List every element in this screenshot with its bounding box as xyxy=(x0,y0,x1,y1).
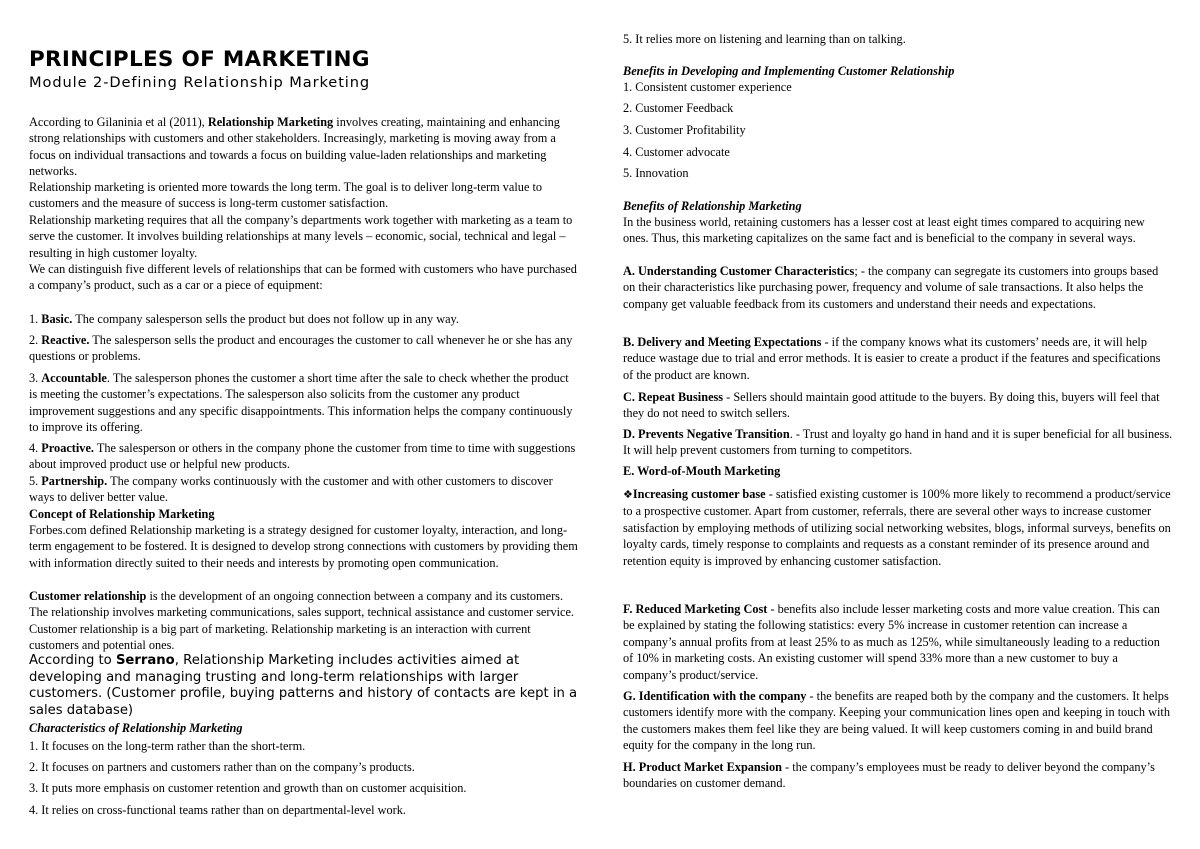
level-item: 4. Proactive. The salesperson or others in the company phone the customer from time to time with suggestions about improved product use or helpful new products. xyxy=(29,441,576,472)
benefits-heading: Benefits of Relationship Marketing xyxy=(623,199,802,213)
benefit-d: D. Prevents Negative Transition. - Trust and loyalty go hand in hand and it is super beneficial for all business. It will help prevent customers from turning to competitors. xyxy=(623,427,1173,458)
diamond-bullet-icon: ❖ xyxy=(623,488,633,501)
benefit-dev-item: 5. Innovation xyxy=(623,166,689,180)
benefits-intro-paragraph: In the business world, retaining customers has a lesser cost at least eight times compared to acquiring new ones. Thus, this marketing capitalizes on the same fact and is beneficial to the company in several ways. xyxy=(623,215,1145,246)
module-subtitle: Module 2-Defining Relationship Marketing xyxy=(29,74,371,91)
level-item: 3. Accountable. The salesperson phones the customer a short time after the sale to check whether the product is meeting the customer’s expectations. The salesperson also solicits from the customer any product improvement suggestions and any specific disappointments. This information helps the company continuously to improve its offering. xyxy=(29,371,573,435)
intro-paragraph: According to Gilaninia et al (2011), Relationship Marketing involves creating, maintaining and enhancing strong relationships with customers and other stakeholders. Increasingly, marketing is moving away from a focus on individual transactions and towards a focus on building value-laden relationships and marketing networks. xyxy=(29,115,560,179)
serrano-paragraph: According to Serrano, Relationship Marketing includes activities aimed at developing and managing trusting and long-term relationships with larger customers. (Customer profile, buying patterns and history of contacts are kept in a sales database) xyxy=(29,653,578,718)
benefit-f: F. Reduced Marketing Cost - benefits also include lesser marketing costs and more value creation. This can be explained by stating the following statistics: every 5% increase in customer retention can increase a company’s annual profits from at least 25% to as much as 125%, while simultaneously leading to a reduction of 10% in marketing costs. An existing customer will spend 33% more than a new customer to buy a company’s product/service. xyxy=(623,602,1160,682)
benefit-dev-item: 2. Customer Feedback xyxy=(623,101,734,115)
benefit-b: B. Delivery and Meeting Expectations - if the company knows what its customers’ needs are, it will help reduce wastage due to trial and error methods. It is easier to create a product if the features and specifications of the product are known. xyxy=(623,335,1161,382)
benefit-a: A. Understanding Customer Characteristics; - the company can segregate its customers into groups based on their characteristics like purchasing power, frequency and volume of sale transactions. It also helps the company get valuable feedback from its customers and understand their needs and expectations. xyxy=(623,264,1159,311)
level-item: 2. Reactive. The salesperson sells the product and encourages the customer to call whenever he or she has any questions or problems. xyxy=(29,333,573,364)
characteristic-item: 4. It relies on cross-functional teams rather than on departmental-level work. xyxy=(29,803,406,817)
benefits-developing-heading: Benefits in Developing and Implementing Customer Relationship xyxy=(623,64,955,78)
page-title: PRINCIPLES OF MARKETING xyxy=(29,47,370,72)
levels-intro-paragraph: We can distinguish five different levels of relationships that can be formed with customers who have purchased a company’s product, such as a car or a piece of equipment: xyxy=(29,262,577,293)
benefit-c: C. Repeat Business - Sellers should maintain good attitude to the buyers. By doing this, buyers will feel that they do not need to switch sellers. xyxy=(623,390,1160,421)
benefit-g: G. Identification with the company - the benefits are reaped both by the company and the customers. It helps customers identify more with the company. Keeping your communication lines open and keeping in touch with the customers makes them feel like they are being valued. It will keep customers coming in and build brand equity for the company in the long run. xyxy=(623,689,1170,753)
concept-paragraph: Forbes.com defined Relationship marketing is a strategy designed for customer loyalty, interaction, and long-term engagement to be fostered. It is designed to develop strong connections with customers by providing them with information directly suited to their needs and interests by promoting open communication. xyxy=(29,523,578,570)
benefit-dev-item: 1. Consistent customer experience xyxy=(623,80,792,94)
characteristic-item: 3. It puts more emphasis on customer retention and growth than on customer acquisition. xyxy=(29,781,467,795)
characteristic-item: 5. It relies more on listening and learning than on talking. xyxy=(623,32,906,46)
characteristic-item: 2. It focuses on partners and customers rather than on the company’s products. xyxy=(29,760,415,774)
customer-relationship-paragraph: Customer relationship is the development of an ongoing connection between a company and its customers. The relationship involves marketing communications, sales support, technical assistance and customer service. Customer relationship is a big part of marketing. Relationship marketing is an interaction with current customers and potential ones. xyxy=(29,589,575,653)
benefit-dev-item: 3. Customer Profitability xyxy=(623,123,746,137)
benefit-e-heading: E. Word-of-Mouth Marketing xyxy=(623,464,781,478)
departments-paragraph: Relationship marketing requires that all the company’s departments work together with marketing as a team to serve the customer. It involves building relationships at many levels – economic, social, technical and legal – resulting in high customer loyalty. xyxy=(29,213,573,260)
long-term-paragraph: Relationship marketing is oriented more towards the long term. The goal is to deliver long-term value to customers and the measure of success is long-term customer satisfaction. xyxy=(29,180,543,211)
benefit-e-sub: ❖Increasing customer base - satisfied existing customer is 100% more likely to recommend a product/service to a prospective customer. Apart from customer, referrals, there are several other ways to increase customer satisfaction by employing methods of utilizing social networking websites, blogs, informal surveys, benefits on loyalty cards, timely response to complaints and requests as a constant reminder of its presence around and retention equity is improved by enhancing customer satisfaction. xyxy=(623,487,1171,568)
concept-heading: Concept of Relationship Marketing xyxy=(29,507,215,521)
level-item: 5. Partnership. The company works continuously with the customer and with other customers to discover ways to deliver better value. xyxy=(29,474,553,505)
level-item: 1. Basic. The company salesperson sells the product but does not follow up in any way. xyxy=(29,312,459,326)
benefit-h: H. Product Market Expansion - the company’s employees must be ready to deliver beyond the company’s boundaries on customer demand. xyxy=(623,760,1155,791)
characteristics-heading: Characteristics of Relationship Marketing xyxy=(29,721,243,735)
characteristic-item: 1. It focuses on the long-term rather than the short-term. xyxy=(29,739,306,753)
benefit-dev-item: 4. Customer advocate xyxy=(623,145,730,159)
